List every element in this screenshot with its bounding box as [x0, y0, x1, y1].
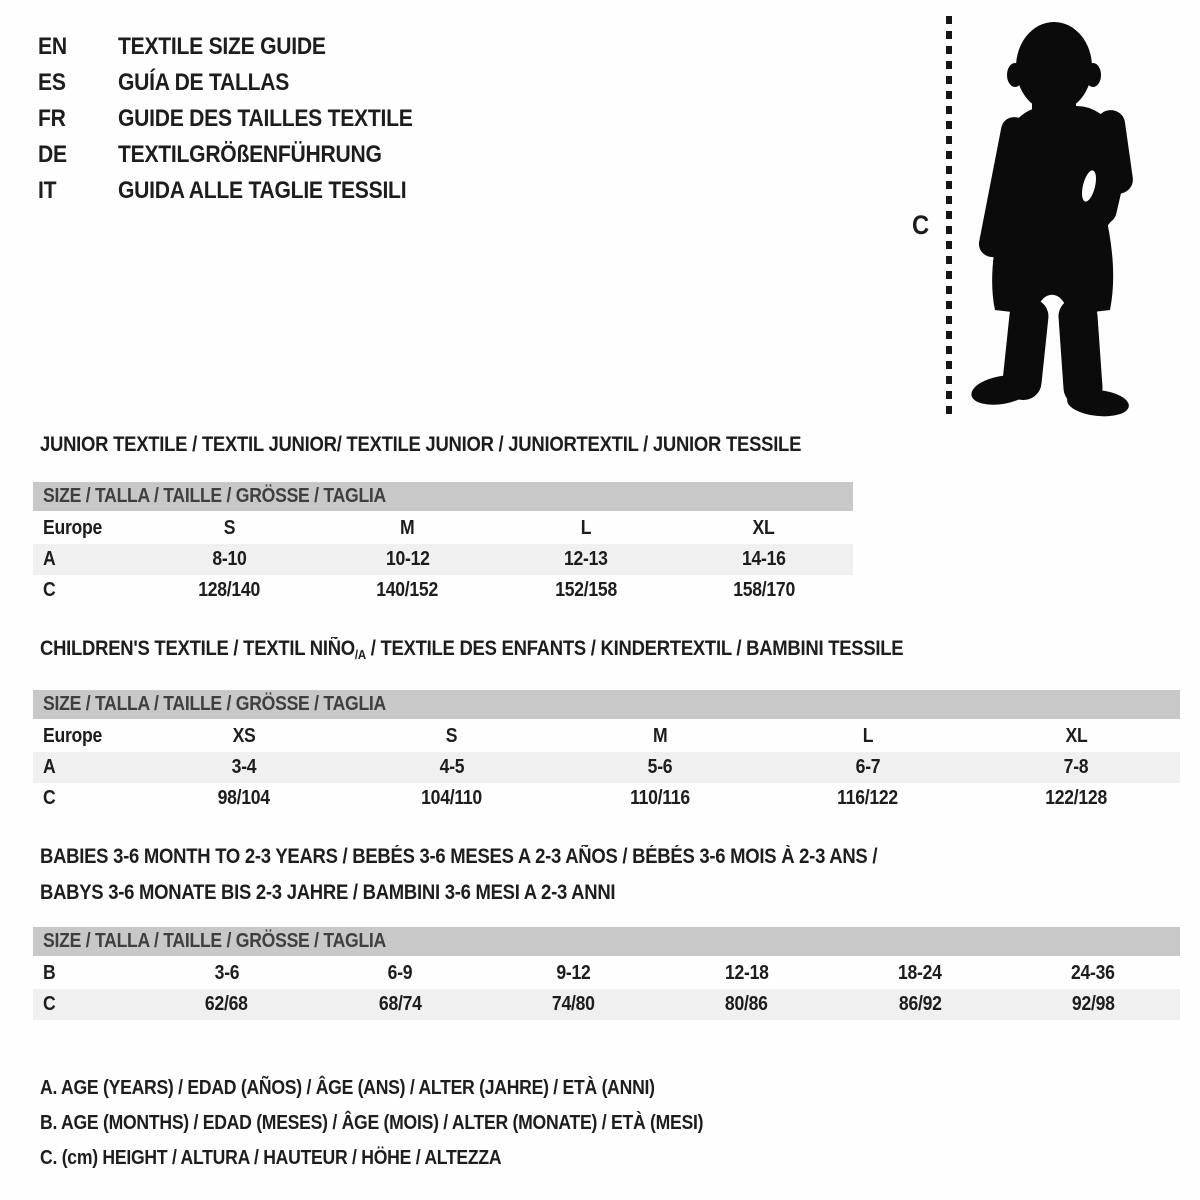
language-code: ES: [38, 69, 66, 96]
guide-title-es: GUÍA DE TALLAS: [118, 69, 290, 96]
size-cell: XS: [232, 725, 256, 747]
size-row-b: [33, 958, 1180, 989]
height-measure-label-c: C: [912, 210, 929, 240]
size-cell: 152/158: [554, 579, 617, 601]
size-cell: 104/110: [421, 787, 483, 809]
language-code: FR: [38, 105, 66, 132]
size-cell: 12-18: [724, 962, 769, 984]
size-cell: 74/80: [551, 993, 595, 1015]
guide-title-de: TEXTILGRÖßENFÜHRUNG: [118, 141, 382, 168]
row-label: A: [43, 756, 56, 778]
language-code: IT: [38, 177, 57, 204]
legend-age-years: A. AGE (YEARS) / EDAD (AÑOS) / ÂGE (ANS) / ALTER (JAHRE) / ETÀ (ANNI): [40, 1077, 655, 1099]
babies-section-title-line2: BABYS 3-6 MONATE BIS 2-3 JAHRE / BAMBINI 3-6 MESI A 2-3 ANNI: [40, 881, 616, 904]
size-row-a: [33, 752, 1180, 783]
guide-title-fr: GUIDE DES TAILLES TEXTILE: [118, 105, 413, 132]
size-header-bar: SIZE / TALLA / TAILLE / GRÖSSE / TAGLIA: [33, 927, 1180, 956]
row-label: C: [43, 993, 56, 1015]
size-cell: 18-24: [898, 962, 942, 984]
children-size-table: [33, 690, 1180, 814]
size-cell: 62/68: [205, 993, 249, 1015]
size-row-europe: [33, 513, 853, 544]
language-row-en: [38, 29, 453, 65]
guide-title-en: TEXTILE SIZE GUIDE: [118, 33, 326, 60]
size-cell: 128/140: [198, 579, 261, 601]
size-row-europe: [33, 721, 1180, 752]
guide-title-it: GUIDA ALLE TAGLIE TESSILI: [118, 177, 407, 204]
size-cell: L: [862, 725, 874, 747]
size-cell: 92/98: [1071, 993, 1115, 1015]
language-code: DE: [38, 141, 67, 168]
row-label: C: [43, 579, 56, 601]
size-cell: S: [446, 725, 458, 747]
size-cell: 8-10: [212, 548, 247, 570]
size-cell: 86/92: [898, 993, 942, 1015]
row-label: A: [43, 548, 56, 570]
junior-size-table: [33, 482, 853, 606]
size-cell: 6-7: [855, 756, 881, 778]
size-row-a: [33, 544, 853, 575]
size-cell: 14-16: [742, 548, 786, 570]
row-label: B: [43, 962, 56, 984]
size-row-c: [33, 989, 1180, 1020]
size-cell: 68/74: [378, 993, 422, 1015]
size-cell: 80/86: [725, 993, 769, 1015]
language-row-es: [38, 65, 453, 101]
row-label: Europe: [43, 517, 103, 539]
size-cell: 158/170: [732, 579, 795, 601]
toddler-silhouette-icon: [962, 20, 1142, 423]
children-section-title: CHILDREN'S TEXTILE / TEXTIL NIÑO/A / TEXTILE DES ENFANTS / KINDERTEXTIL / BAMBINI TESSILE: [40, 637, 904, 662]
babies-section-title-line1: BABIES 3-6 MONTH TO 2-3 YEARS / BEBÉS 3-6 MESES A 2-3 AÑOS / BÉBÉS 3-6 MOIS À 2-3 ANS /: [40, 845, 878, 868]
junior-section-title: JUNIOR TEXTILE / TEXTIL JUNIOR/ TEXTILE JUNIOR / JUNIORTEXTIL / JUNIOR TESSILE: [40, 433, 802, 456]
legend-age-months: B. AGE (MONTHS) / EDAD (MESES) / ÂGE (MOIS) / ALTER (MONATE) / ETÀ (MESI): [40, 1112, 704, 1134]
row-label: C: [43, 787, 56, 809]
size-cell: 12-13: [563, 548, 608, 570]
size-cell: S: [223, 517, 235, 539]
size-cell: 4-5: [439, 756, 465, 778]
language-row-fr: [38, 101, 453, 137]
size-cell: M: [652, 725, 668, 747]
size-cell: 10-12: [385, 548, 430, 570]
size-row-c: [33, 783, 1180, 814]
size-cell: 110/116: [630, 787, 690, 809]
size-row-c: [33, 575, 853, 606]
size-cell: 122/128: [1045, 787, 1107, 809]
row-label: Europe: [43, 725, 103, 747]
size-cell: 3-4: [231, 756, 257, 778]
size-cell: 7-8: [1063, 756, 1089, 778]
language-row-it: [38, 173, 453, 209]
size-cell: 9-12: [556, 962, 591, 984]
legend-height-cm: C. (cm) HEIGHT / ALTURA / HAUTEUR / HÖHE / ALTEZZA: [40, 1147, 502, 1169]
babies-size-table: [33, 927, 1180, 1020]
size-cell: XL: [752, 517, 775, 539]
language-code: EN: [38, 33, 67, 60]
size-cell: 140/152: [376, 579, 439, 601]
height-measure-dashed-line: [946, 16, 952, 416]
language-row-de: [38, 137, 453, 173]
language-title-list: [38, 29, 453, 209]
size-cell: 3-6: [214, 962, 239, 984]
size-cell: 5-6: [647, 756, 673, 778]
size-cell: 6-9: [387, 962, 413, 984]
size-cell: 116/122: [837, 787, 899, 809]
size-cell: 24-36: [1071, 962, 1116, 984]
size-cell: M: [400, 517, 415, 539]
size-cell: 98/104: [217, 787, 271, 809]
size-header-bar: SIZE / TALLA / TAILLE / GRÖSSE / TAGLIA: [33, 690, 1180, 719]
size-cell: XL: [1065, 725, 1087, 747]
size-cell: L: [580, 517, 591, 539]
size-header-bar: SIZE / TALLA / TAILLE / GRÖSSE / TAGLIA: [33, 482, 853, 511]
